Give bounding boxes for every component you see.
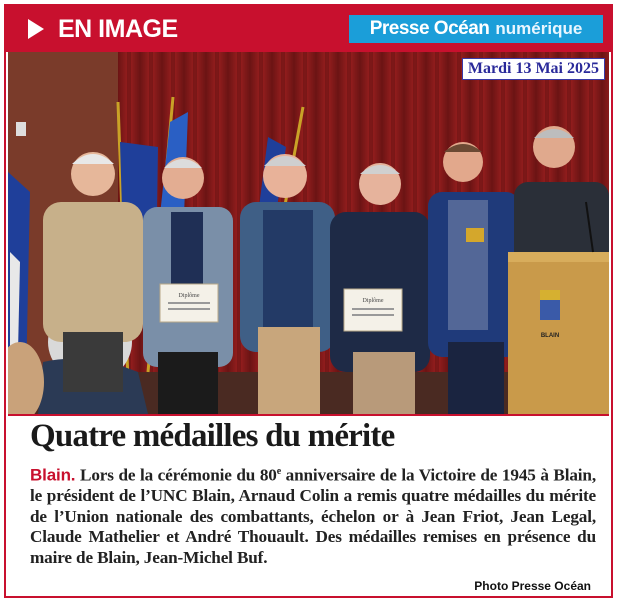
play-icon (28, 19, 44, 39)
certificate-1-label: Diplôme (178, 293, 200, 299)
ceremony-illustration (8, 52, 609, 414)
brand-name: Presse Océan (369, 18, 490, 39)
certificate-2-label: Diplôme (362, 298, 384, 304)
podium-label: BLAIN (540, 333, 560, 339)
photo-date: Mardi 13 Mai 2025 (462, 58, 605, 80)
wall-sign-icon (16, 122, 26, 136)
section-title: EN IMAGE (58, 14, 178, 43)
article-headline: Quatre médailles du mérite (30, 418, 395, 454)
brand-subtitle: numérique (495, 19, 583, 38)
article-body (30, 462, 596, 568)
section-banner (6, 6, 611, 52)
article-frame (4, 4, 613, 598)
ceremony-photo (8, 52, 609, 414)
caption-divider (8, 414, 609, 416)
ordinal-suffix: e (276, 466, 281, 477)
section-label (28, 14, 178, 44)
brand-logo (349, 15, 603, 43)
body-part-2: anniversaire de la Victoire de 1945 à Blain, le président de l’UNC Blain, Arnaud Colin a remis quatre médailles du mérite de l’Union nationale des combattants, échelon or à Jean Friot, Jean Legal, Claude Mathelier et André Thouault. Des médailles remises en présence du maire de Blain, Jean-Michel Buf. (30, 465, 596, 567)
body-part-1: Lors de la cérémonie du 80 (75, 465, 277, 485)
lead-word: Blain. (30, 465, 76, 485)
photo-credit: Photo Presse Océan (474, 579, 591, 593)
